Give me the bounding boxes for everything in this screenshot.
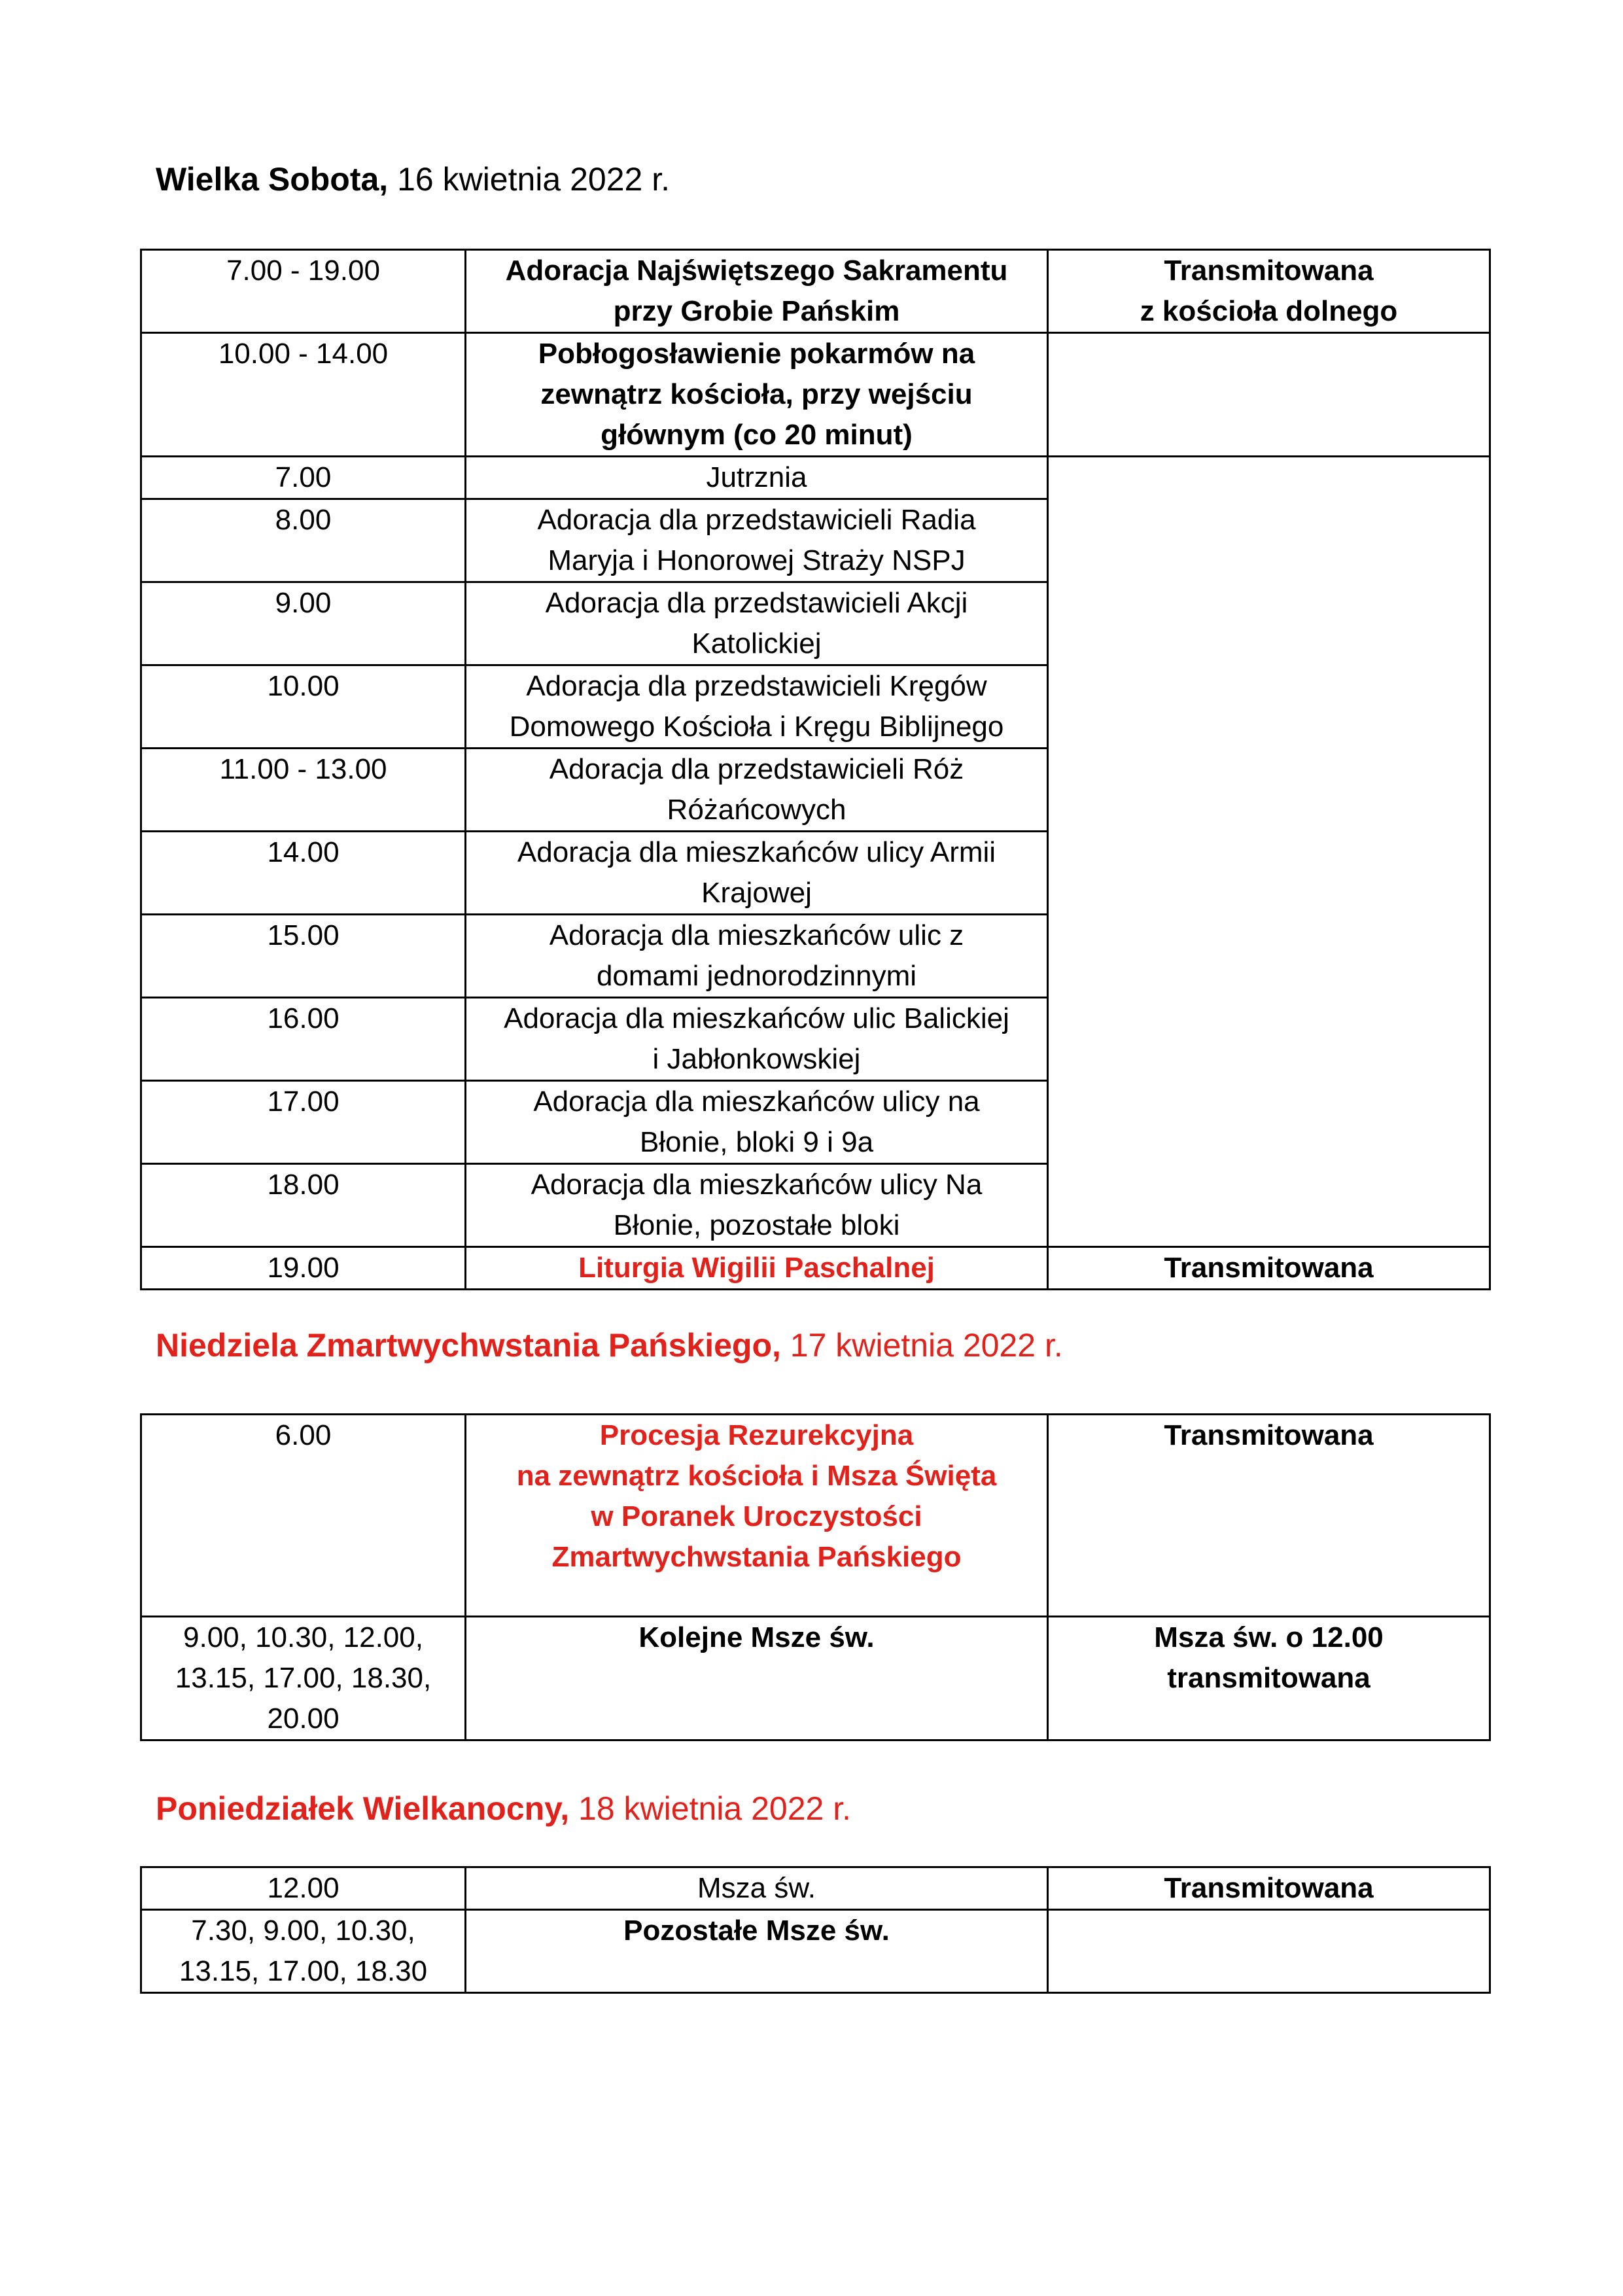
time-cell: 17.00 (141, 1081, 466, 1164)
event-cell: Pozostałe Msze św. (466, 1910, 1048, 1993)
time-cell: 7.00 (141, 457, 466, 499)
table-row (141, 1910, 1490, 1993)
time-cell: 14.00 (141, 832, 466, 915)
time-cell: 9.00, 10.30, 12.00, 13.15, 17.00, 18.30, 20.00 (141, 1617, 466, 1740)
time-cell: 10.00 (141, 665, 466, 749)
event-cell: Adoracja dla przedstawicieli Róż Różańcowych (466, 749, 1048, 832)
event-cell: Jutrznia (466, 457, 1048, 499)
note-cell: Transmitowana (1048, 1247, 1490, 1290)
table-row (141, 1867, 1490, 1910)
event-cell: Adoracja dla mieszkańców ulicy Armii Krajowej (466, 832, 1048, 915)
event-cell: Kolejne Msze św. (466, 1617, 1048, 1740)
event-cell: Adoracja dla przedstawicieli Radia Maryja i Honorowej Straży NSPJ (466, 499, 1048, 582)
table-row (141, 333, 1490, 457)
event-cell-highlight: Procesja Rezurekcyjna na zewnątrz kościoła i Msza Święta w Poranek Uroczystości Zmartwychwstania Pańskiego (466, 1415, 1048, 1617)
time-cell: 11.00 - 13.00 (141, 749, 466, 832)
event-cell: Adoracja dla przedstawicieli Kręgów Domowego Kościoła i Kręgu Biblijnego (466, 665, 1048, 749)
heading-date-part: 18 kwietnia 2022 r. (569, 1790, 851, 1827)
event-cell: Adoracja dla mieszkańców ulicy na Błonie, bloki 9 i 9a (466, 1081, 1048, 1164)
time-cell: 6.00 (141, 1415, 466, 1617)
section-heading-easter-monday (156, 1789, 851, 1828)
event-cell: Adoracja Najświętszego Sakramentu przy Grobie Pańskim (466, 250, 1048, 333)
heading-date-part: 17 kwietnia 2022 r. (780, 1327, 1063, 1364)
time-cell: 10.00 - 14.00 (141, 333, 466, 457)
note-cell: Transmitowana z kościoła dolnego (1048, 250, 1490, 333)
event-cell: Msza św. (466, 1867, 1048, 1910)
table-row (141, 1617, 1490, 1740)
time-cell: 16.00 (141, 998, 466, 1081)
heading-bold-part: Niedziela Zmartwychwstania Pańskiego, (156, 1327, 781, 1364)
schedule-table-easter-sunday (140, 1413, 1491, 1741)
time-cell: 19.00 (141, 1247, 466, 1290)
event-cell-highlight: Liturgia Wigilii Paschalnej (466, 1247, 1048, 1290)
note-cell: Msza św. o 12.00 transmitowana (1048, 1617, 1490, 1740)
note-cell: Transmitowana (1048, 1867, 1490, 1910)
section-heading-easter-sunday (156, 1326, 1063, 1365)
heading-bold-part: Wielka Sobota, (156, 161, 389, 198)
heading-date-part: 16 kwietnia 2022 r. (388, 161, 671, 198)
time-cell: 12.00 (141, 1867, 466, 1910)
time-cell: 18.00 (141, 1164, 466, 1247)
table-row (141, 457, 1490, 499)
event-cell: Adoracja dla mieszkańców ulic z domami jednorodzinnymi (466, 915, 1048, 998)
time-cell: 15.00 (141, 915, 466, 998)
table-row (141, 1415, 1490, 1617)
table-row (141, 1247, 1490, 1290)
event-cell: Adoracja dla mieszkańców ulic Balickiej i Jabłonkowskiej (466, 998, 1048, 1081)
event-cell: Adoracja dla mieszkańców ulicy Na Błonie, pozostałe bloki (466, 1164, 1048, 1247)
table-row (141, 250, 1490, 333)
time-cell: 7.30, 9.00, 10.30, 13.15, 17.00, 18.30 (141, 1910, 466, 1993)
time-cell: 7.00 - 19.00 (141, 250, 466, 333)
time-cell: 9.00 (141, 582, 466, 665)
heading-bold-part: Poniedziałek Wielkanocny, (156, 1790, 570, 1827)
event-cell: Adoracja dla przedstawicieli Akcji Katolickiej (466, 582, 1048, 665)
note-cell: Transmitowana (1048, 1415, 1490, 1617)
event-cell: Pobłogosławienie pokarmów na zewnątrz kościoła, przy wejściu głównym (co 20 minut) (466, 333, 1048, 457)
schedule-table-holy-saturday (140, 249, 1491, 1290)
schedule-table-easter-monday (140, 1866, 1491, 1994)
section-heading-holy-saturday (156, 160, 670, 199)
note-cell-empty (1048, 457, 1490, 1247)
note-cell (1048, 1910, 1490, 1993)
note-cell (1048, 333, 1490, 457)
time-cell: 8.00 (141, 499, 466, 582)
